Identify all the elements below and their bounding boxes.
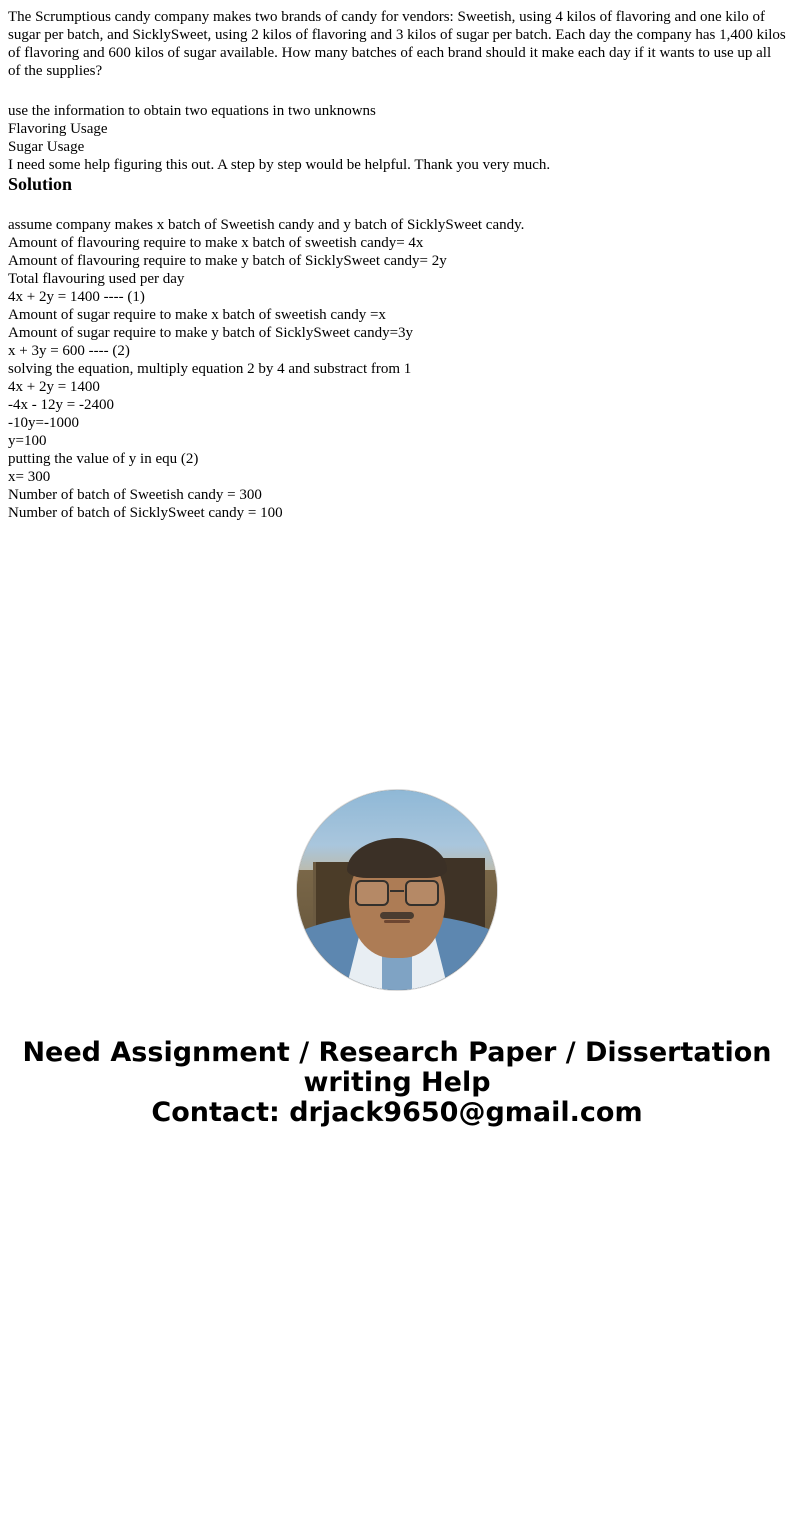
solution-step: 4x + 2y = 1400 ---- (1) <box>8 288 145 305</box>
avatar-container <box>8 790 786 990</box>
help-request-text: I need some help figuring this out. A step by step would be helpful. Thank you very much. <box>8 157 551 173</box>
solution-step: y=100 <box>8 432 47 449</box>
solution-step: Total flavouring used per day <box>8 270 185 287</box>
footer-line-1: Need Assignment / Research Paper / Dissertation writing Help <box>22 1036 772 1098</box>
instruction-text: use the information to obtain two equations in two unknowns <box>8 103 376 119</box>
solution-step: x= 300 <box>8 468 51 485</box>
avatar-mustache <box>380 912 414 919</box>
solution-step: Number of batch of SicklySweet candy = 100 <box>8 504 283 521</box>
solution-step: x + 3y = 600 ---- (2) <box>8 342 130 359</box>
solution-step: assume company makes x batch of Sweetish candy and y batch of SicklySweet candy. <box>8 216 525 233</box>
avatar <box>297 790 497 990</box>
solution-step: Amount of sugar require to make x batch of sweetish candy =x <box>8 306 386 323</box>
solution-step: 4x + 2y = 1400 <box>8 378 100 395</box>
footer-contact-banner <box>8 1038 786 1153</box>
avatar-glasses-right-lens <box>405 880 439 906</box>
solution-step: putting the value of y in equ (2) <box>8 450 199 467</box>
solution-step: solving the equation, multiply equation 2 by 4 and substract from 1 <box>8 360 412 377</box>
label-sugar-usage: Sugar Usage <box>8 139 85 155</box>
solution-step: -4x - 12y = -2400 <box>8 396 114 413</box>
avatar-mouth <box>384 920 410 923</box>
solution-step: -10y=-1000 <box>8 414 79 431</box>
avatar-glasses-bridge <box>390 890 404 892</box>
solution-step: Amount of flavouring require to make y batch of SicklySweet candy= 2y <box>8 252 447 269</box>
solution-step: Amount of sugar require to make y batch of SicklySweet candy=3y <box>8 324 414 341</box>
solution-step: Number of batch of Sweetish candy = 300 <box>8 486 262 503</box>
problem-statement: The Scrumptious candy company makes two brands of candy for vendors: Sweetish, using 4 kilos of flavoring and one kilo of sugar per batch, and SicklySweet, using 2 kilos of flavoring and 3 kilos of sugar per batch. Each day the company has 1,400 kilos of flavoring and 600 kilos of sugar available. How many batches of each brand should it make each day if it wants to use up all of the supplies? <box>8 9 786 79</box>
solution-block <box>8 174 786 522</box>
solution-heading: Solution <box>8 174 73 194</box>
label-flavoring-usage: Flavoring Usage <box>8 121 108 137</box>
solution-step: Amount of flavouring require to make x batch of sweetish candy= 4x <box>8 234 424 251</box>
vertical-spacer <box>8 522 786 790</box>
footer-line-2: Contact: drjack9650@gmail.com <box>151 1097 643 1129</box>
avatar-glasses-left-lens <box>355 880 389 906</box>
question-block <box>8 8 786 174</box>
